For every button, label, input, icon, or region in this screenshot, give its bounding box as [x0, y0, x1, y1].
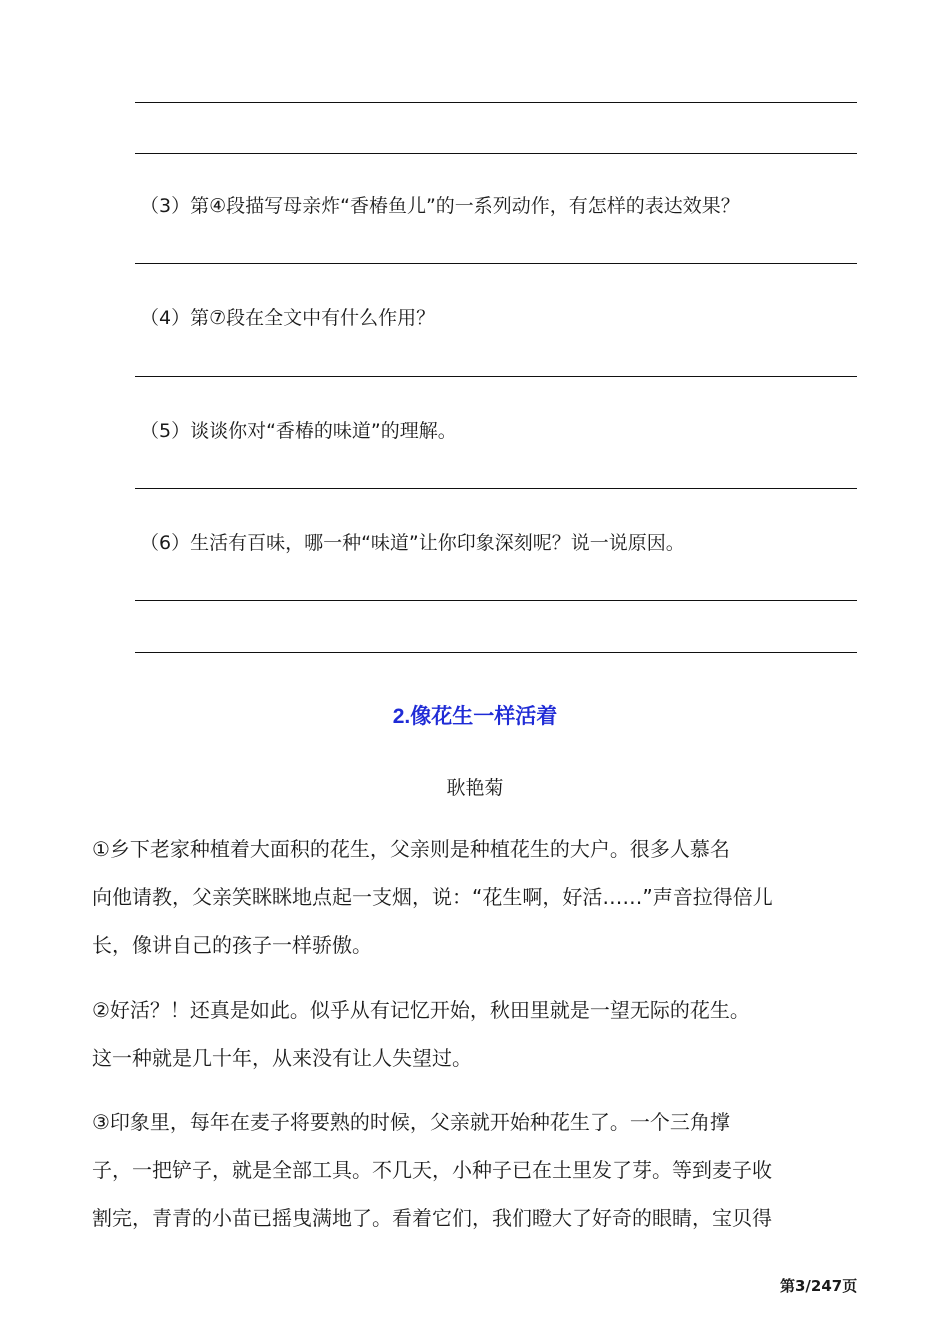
answer-line [135, 263, 857, 264]
answer-line [135, 376, 857, 377]
question-4: （4）第⑦段在全文中有什么作用？ [140, 307, 436, 329]
article-author: 耿艳菊 [446, 777, 504, 799]
answer-line [135, 153, 857, 154]
paragraph-3 [92, 1098, 860, 1242]
answer-line [135, 652, 857, 653]
paragraph-line: 割完，青青的小苗已摇曳满地了。看着它们，我们瞪大了好奇的眼睛，宝贝得 [92, 1206, 772, 1230]
answer-line [135, 102, 857, 103]
question-6: （6）生活有百味，哪一种“味道”让你印象深刻呢？说一说原因。 [140, 532, 685, 554]
paragraph-1 [92, 825, 860, 969]
article-title: 2.像花生一样活着 [392, 705, 558, 728]
paragraph-2 [92, 986, 860, 1082]
answer-line [135, 600, 857, 601]
paragraph-line: 子，一把铲子，就是全部工具。不几天，小种子已在土里发了芽。等到麦子收 [92, 1158, 772, 1182]
paragraph-line: 这一种就是几十年，从来没有让人失望过。 [92, 1046, 472, 1070]
paragraph-line: 长，像讲自己的孩子一样骄傲。 [92, 933, 372, 957]
paragraph-line: ①乡下老家种植着大面积的花生，父亲则是种植花生的大户。很多人慕名 [92, 837, 730, 861]
question-3: （3）第④段描写母亲炸“香椿鱼儿”的一系列动作，有怎样的表达效果？ [140, 195, 740, 217]
question-5: （5）谈谈你对“香椿的味道”的理解。 [140, 420, 457, 442]
paragraph-line: ③印象里，每年在麦子将要熟的时候，父亲就开始种花生了。一个三角撑 [92, 1110, 730, 1134]
paragraph-line: 向他请教，父亲笑眯眯地点起一支烟，说：“花生啊，好活……”声音拉得倍儿 [92, 885, 773, 909]
paragraph-line: ②好活？！还真是如此。似乎从有记忆开始，秋田里就是一望无际的花生。 [92, 998, 750, 1022]
page-number: 第3/247页 [780, 1277, 858, 1295]
answer-line [135, 488, 857, 489]
